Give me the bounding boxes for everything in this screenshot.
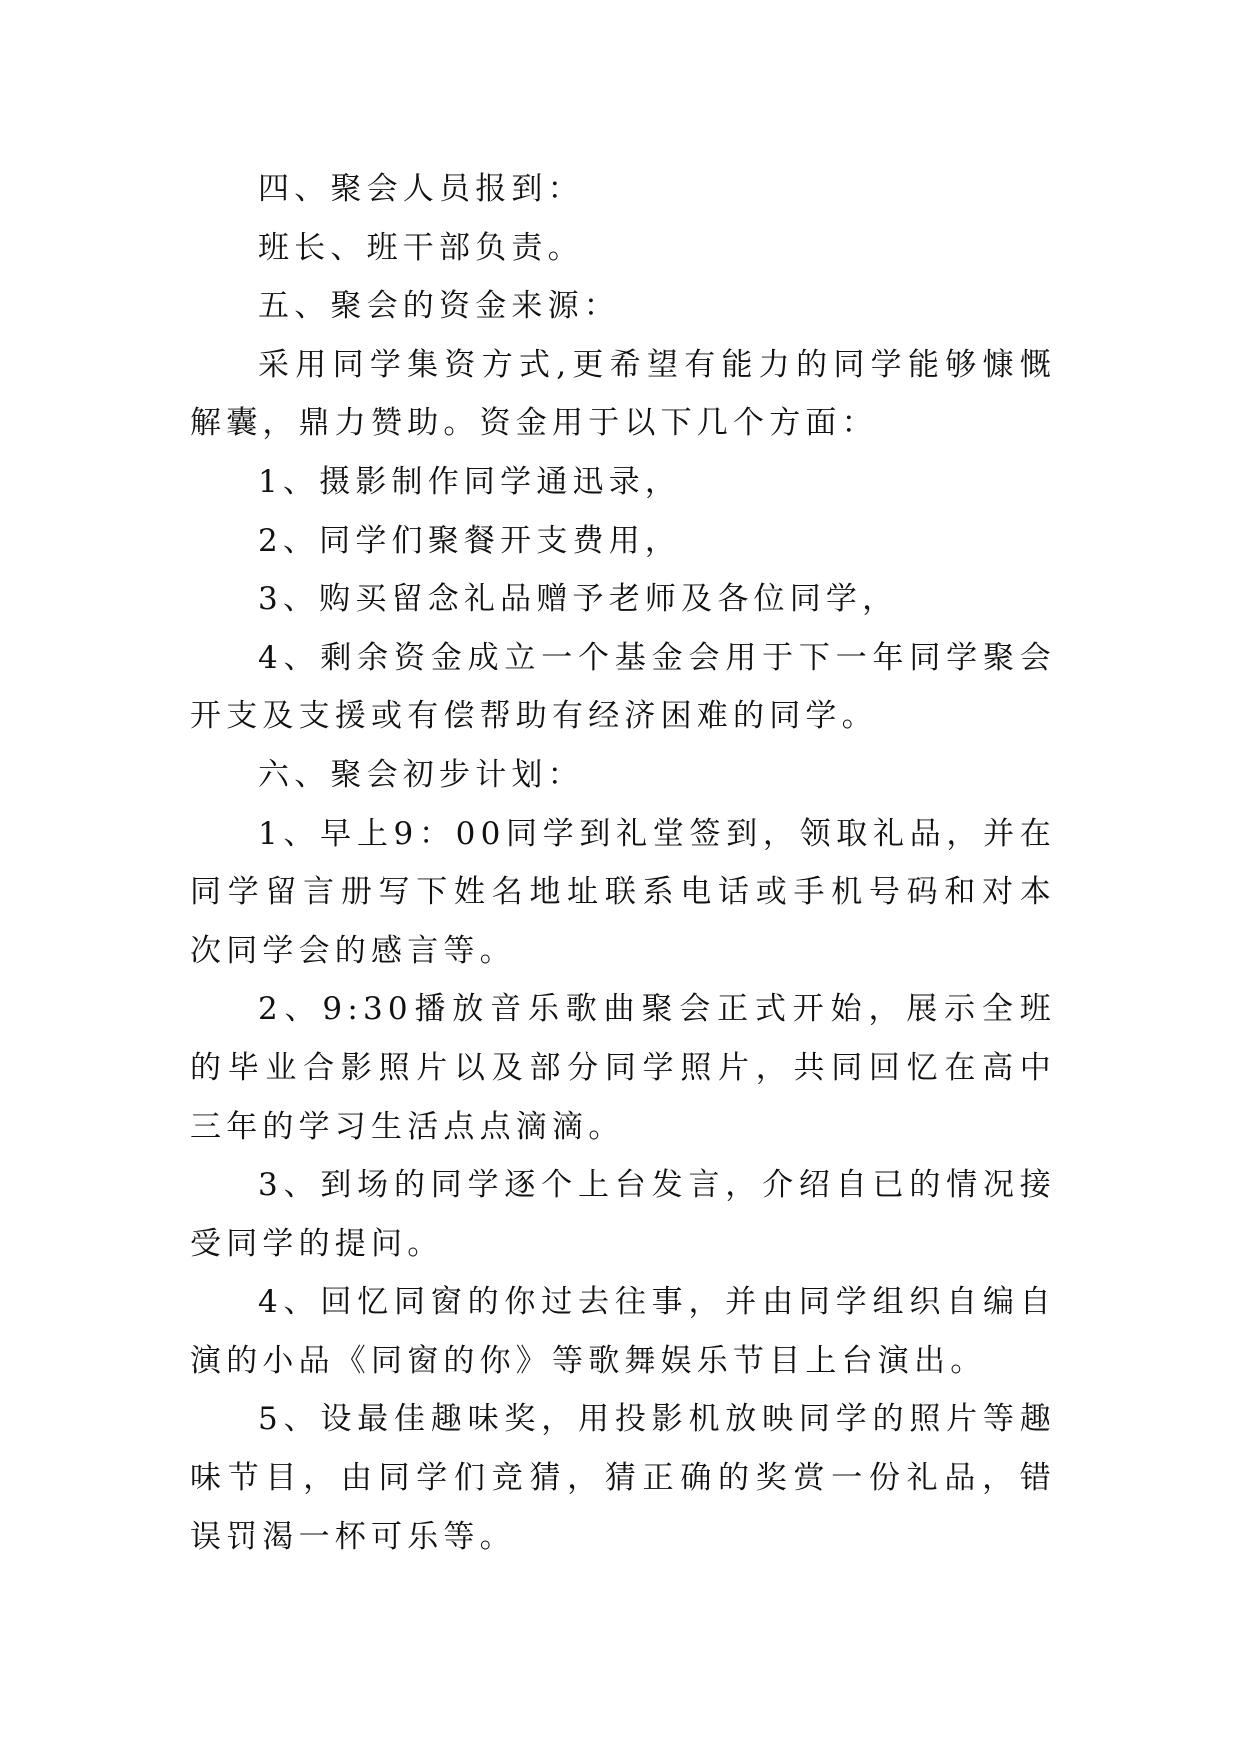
- document-body: [190, 160, 1056, 1566]
- list-item-plan-2: 2、9:30播放音乐歌曲聚会正式开始，展示全班的毕业合影照片以及部分同学照片，共同回忆在高中三年的学习生活点点滴滴。: [190, 991, 1056, 1145]
- paragraph-funding-method: 采用同学集资方式,更希望有能力的同学能够慷慨解囊，鼎力赞助。资金用于以下几个方面：: [190, 346, 1056, 442]
- section-heading-funding: 五、聚会的资金来源：: [258, 288, 620, 325]
- section-heading-attendance: 四、聚会人员报到：: [258, 171, 584, 207]
- list-item-funding-2: 2、同学们聚餐开支费用，: [258, 522, 682, 559]
- list-item-plan-1: 1、早上9：00同学到礼堂签到，领取礼品，并在同学留言册写下姓名地址联系电话或手机号码和对本次同学会的感言等。: [190, 815, 1056, 969]
- section-heading-plan: 六、聚会初步计划：: [258, 756, 584, 793]
- list-item-plan-5: 5、设最佳趣味奖，用投影机放映同学的照片等趣味节目，由同学们竞猜，猜正确的奖赏一份礼品，错误罚渴一杯可乐等。: [190, 1401, 1056, 1555]
- list-item-funding-3: 3、购买留念礼品赠予老师及各位同学，: [258, 581, 899, 618]
- paragraph-attendance-responsibility: 班长、班干部负责。: [258, 229, 584, 266]
- list-item-plan-3: 3、到场的同学逐个上台发言，介绍自已的情况接受同学的提问。: [190, 1167, 1056, 1262]
- list-item-plan-4: 4、回忆同窗的你过去往事，并由同学组织自编自演的小品《同窗的你》等歌舞娱乐节目上台演出。: [190, 1284, 1056, 1379]
- list-item-funding-4: 4、剩余资金成立一个基金会用于下一年同学聚会开支及支援或有偿帮助有经济困难的同学。: [190, 639, 1056, 735]
- list-item-funding-1: 1、摄影制作同学通迅录，: [258, 463, 682, 500]
